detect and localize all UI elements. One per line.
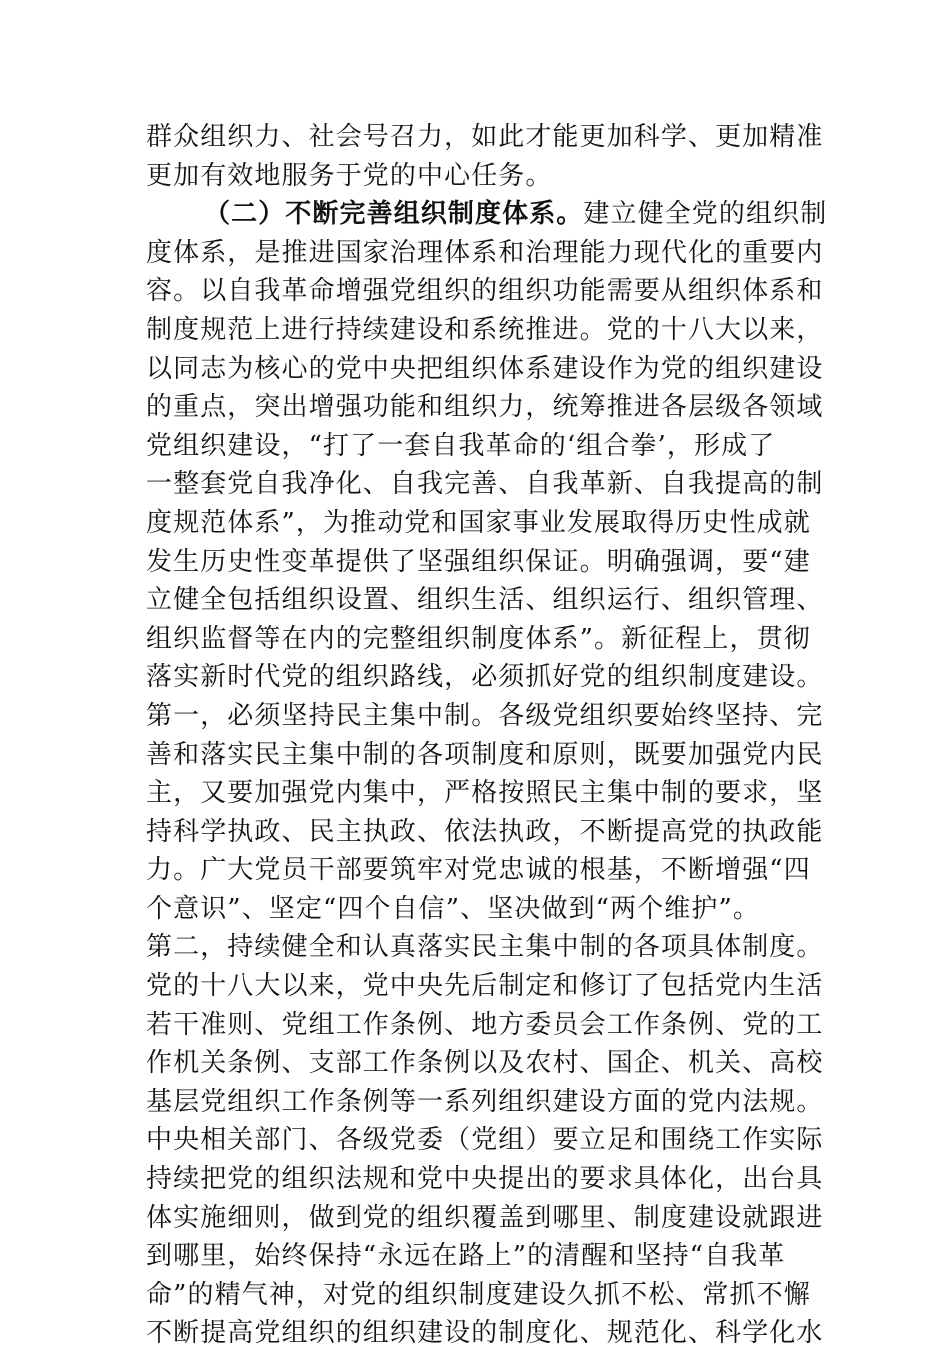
text-line: 到哪里，始终保持“永远在路上”的清醒和坚持“自我革 <box>146 1241 786 1272</box>
text-line: 若干准则、党组工作条例、地方委员会工作条例、党的工 <box>146 1009 824 1040</box>
text-line: 制度规范上进行持续建设和系统推进。党的十八大以来， <box>146 314 824 345</box>
text-line: 持续把党的组织法规和党中央提出的要求具体化，出台具 <box>146 1164 824 1195</box>
text-line: 更加有效地服务于党的中心任务。 <box>146 160 553 191</box>
text-line: 度体系，是推进国家治理体系和治理能力现代化的重要内 <box>146 237 824 268</box>
text-line: 落实新时代党的组织路线，必须抓好党的组织制度建设。 <box>146 662 824 693</box>
text-line: 党的十八大以来，党中央先后制定和修订了包括党内生活 <box>146 971 824 1002</box>
section-heading: （二）不断完善组织制度体系。 <box>204 199 584 230</box>
text-line: 的重点，突出增强功能和组织力，统筹推进各层级各领域 <box>146 392 824 423</box>
text-line: 发生历史性变革提供了坚强组织保证。明确强调，要“建 <box>146 546 811 577</box>
text-line: 党组织建设，“打了一套自我革命的‘组合拳’，形成了 <box>146 430 776 461</box>
text-line: 第一，必须坚持民主集中制。各级党组织要始终坚持、完 <box>146 700 824 731</box>
text-line: 一整套党自我净化、自我完善、自我革新、自我提高的制 <box>146 469 824 500</box>
section-heading-line <box>146 195 828 234</box>
body-text <box>146 118 828 1353</box>
text-line: 基层党组织工作条例等一系列组织建设方面的党内法规。 <box>146 1086 824 1117</box>
text-line: 持科学执政、民主执政、依法执政，不断提高党的执政能 <box>146 816 824 847</box>
text-line: 善和落实民主集中制的各项制度和原则，既要加强党内民 <box>146 739 824 770</box>
text-line: 立健全包括组织设置、组织生活、组织运行、组织管理、 <box>146 585 824 616</box>
text-line: 主，又要加强党内集中，严格按照民主集中制的要求，坚 <box>146 778 824 809</box>
text-run: 建立健全党的组织制 <box>583 199 828 230</box>
text-line: 不断提高党组织的组织建设的制度化、规范化、科学化水 <box>146 1318 824 1349</box>
text-line: 第二，持续健全和认真落实民主集中制的各项具体制度。 <box>146 932 824 963</box>
text-line: 容。以自我革命增强党组织的组织功能需要从组织体系和 <box>146 276 824 307</box>
text-line: 群众组织力、社会号召力，如此才能更加科学、更加精准 <box>146 122 824 152</box>
text-line: 力。广大党员干部要筑牢对党忠诚的根基，不断增强“四 <box>146 855 811 886</box>
text-line: 命”的精气神，对党的组织制度建设久抓不松、常抓不懈 <box>146 1279 811 1310</box>
text-line: 组织监督等在内的完整组织制度体系”。新征程上，贯彻 <box>146 623 811 654</box>
text-line: 以同志为核心的党中央把组织体系建设作为党的组织建设 <box>146 353 824 384</box>
text-line: 作机关条例、支部工作条例以及农村、国企、机关、高校 <box>146 1048 824 1079</box>
text-line: 中央相关部门、各级党委（党组）要立足和围绕工作实际 <box>146 1125 824 1156</box>
text-line: 度规范体系”，为推动党和国家事业发展取得历史性成就 <box>146 507 811 538</box>
text-line: 个意识”、坚定“四个自信”、坚决做到“两个维护”。 <box>146 893 760 924</box>
text-line: 体实施细则，做到党的组织覆盖到哪里、制度建设就跟进 <box>146 1202 824 1233</box>
